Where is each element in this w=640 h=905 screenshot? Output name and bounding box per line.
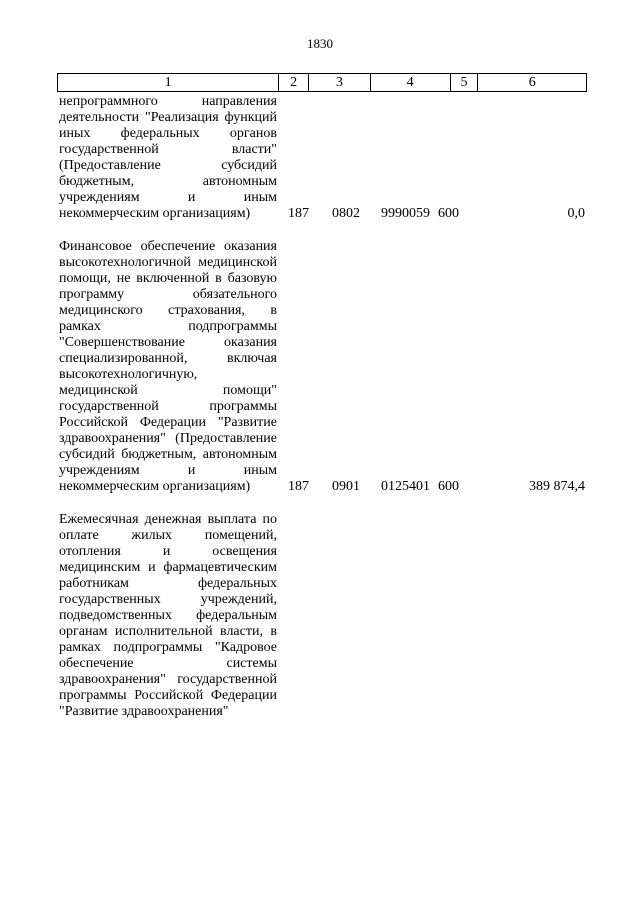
column-header-row — [57, 73, 587, 92]
row-expense-type: 600 — [438, 479, 459, 494]
budget-table-body — [59, 94, 589, 720]
column-header-4: 4 — [371, 74, 451, 91]
table-row — [59, 94, 589, 222]
row-amount: 0,0 — [567, 206, 585, 221]
column-header-1: 1 — [58, 74, 279, 91]
page-number: 1830 — [307, 36, 333, 51]
row-amount: 389 874,4 — [529, 479, 585, 494]
row-description: непрограммного направления деятельности "Реализация функций иных федеральных органов государственной власти" (Предоставление субсидий бюджетным, автономным учреждениям и иным некоммерческим организациям) — [59, 94, 277, 221]
column-header-5: 5 — [451, 74, 479, 91]
row-description: Ежемесячная денежная выплата по оплате жилых помещений, отопления и освещения медицинским и фармацевтическим работникам федеральных государственных учреждений, подведомственных федеральным органам исполнительной власти, в рамках подпрограммы "Кадровое обеспечение системы здравоохранения" государственной программы Российской Федерации "Развитие здравоохранения" — [59, 512, 277, 719]
table-row — [59, 512, 589, 720]
column-header-2: 2 — [279, 74, 309, 91]
row-expense-type: 600 — [438, 206, 459, 221]
row-section-code: 0802 — [332, 206, 360, 221]
row-section-code: 0901 — [332, 479, 360, 494]
table-row — [59, 239, 589, 495]
row-ministry-code: 187 — [288, 479, 309, 494]
row-ministry-code: 187 — [288, 206, 309, 221]
row-target-code: 9990059 — [381, 206, 430, 221]
column-header-6: 6 — [528, 75, 536, 90]
row-description: Финансовое обеспечение оказания высокотехнологичной медицинской помощи, не включенной в базовую программу обязательного медицинского страхования, в рамках подпрограммы "Совершенствование оказания специализированной, включая высокотехнологичную, медицинской помощи" государственной программы Российской Федерации "Развитие здравоохранения" (Предоставление субсидий бюджетным, автономным учреждениям и иным некоммерческим организациям) — [59, 239, 277, 494]
column-header-3: 3 — [309, 74, 371, 91]
row-target-code: 0125401 — [381, 479, 430, 494]
